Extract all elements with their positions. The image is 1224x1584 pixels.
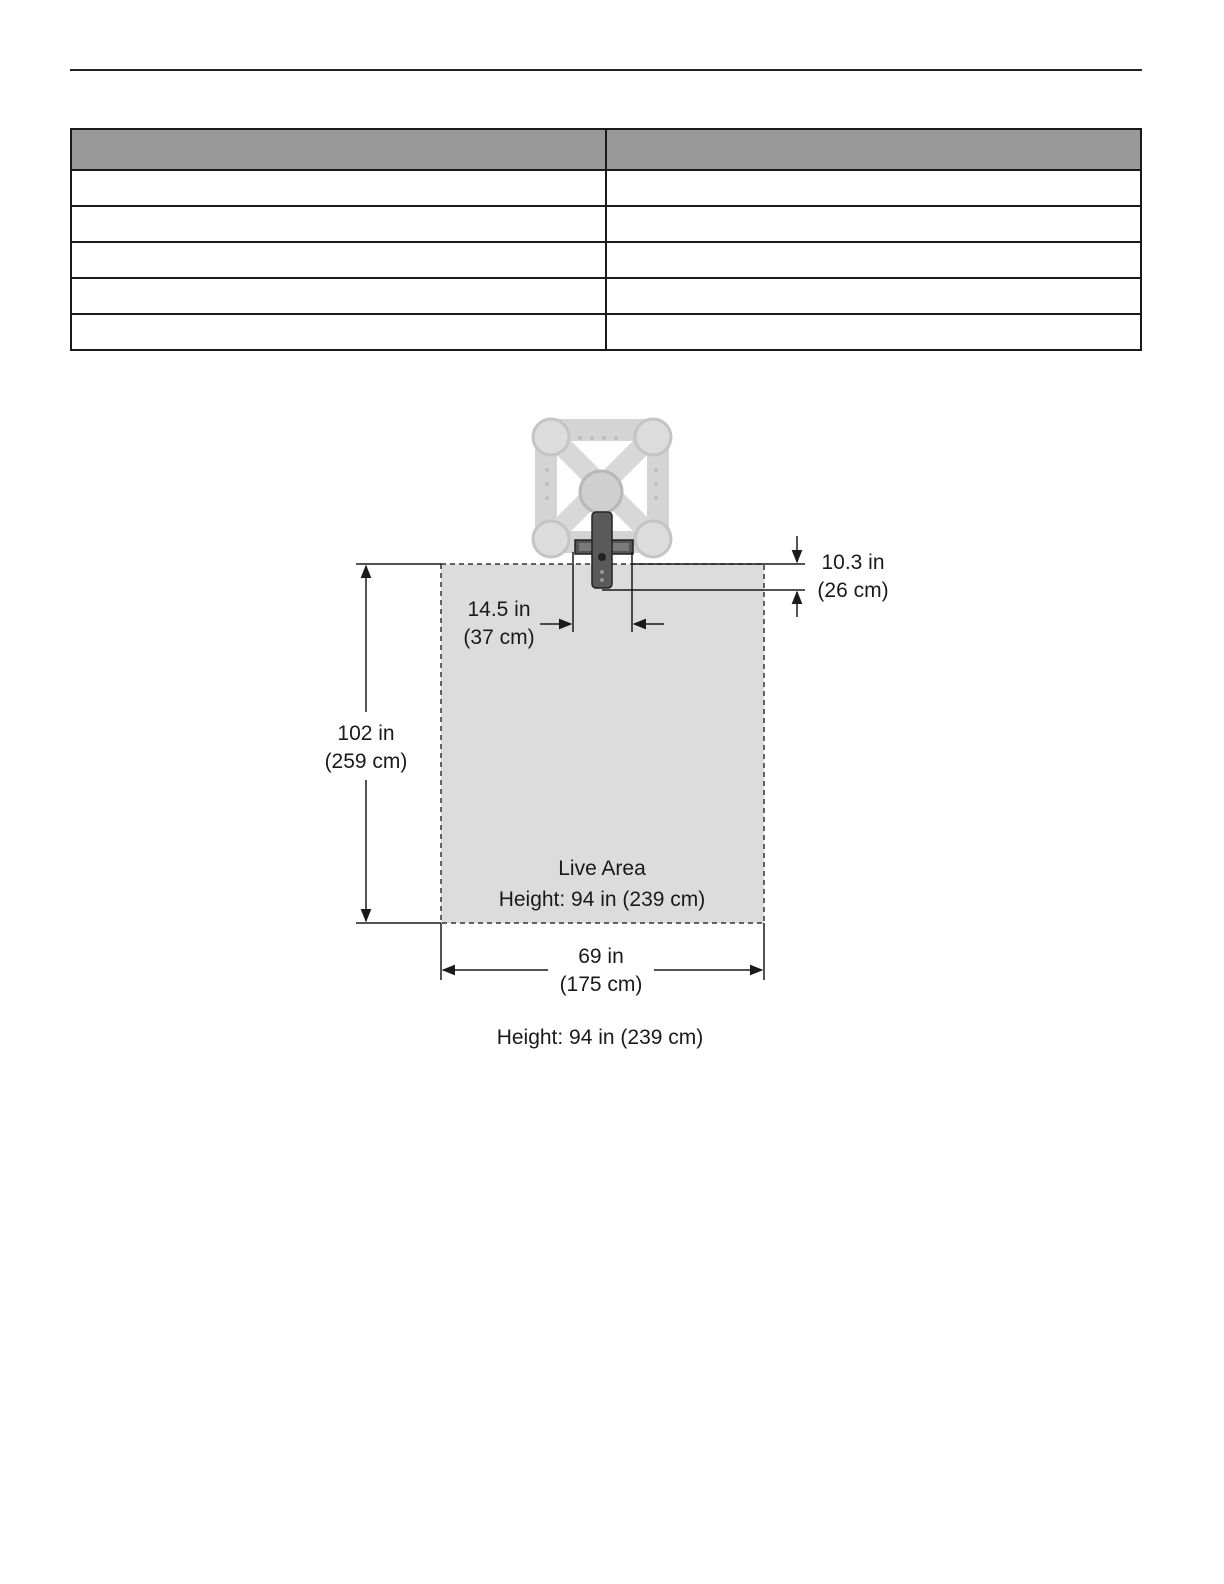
- dim-arm-width-inches: 14.5 in: [467, 598, 531, 621]
- dim-depth-inches: 102 in: [337, 722, 395, 745]
- dim-top-offset-inches: 10.3 in: [821, 551, 885, 574]
- dim-width-inches: 69 in: [578, 945, 624, 968]
- dim-depth-cm: (259 cm): [324, 750, 408, 773]
- dim-width-cm: (175 cm): [559, 973, 643, 996]
- live-area-height: Height: 94 in (239 cm): [498, 888, 706, 911]
- dim-arm-width-cm: (37 cm): [463, 626, 535, 649]
- dim-top-offset-cm: (26 cm): [817, 579, 889, 602]
- diagram-caption: Height: 94 in (239 cm): [496, 1026, 704, 1049]
- live-area-title: Live Area: [558, 857, 646, 880]
